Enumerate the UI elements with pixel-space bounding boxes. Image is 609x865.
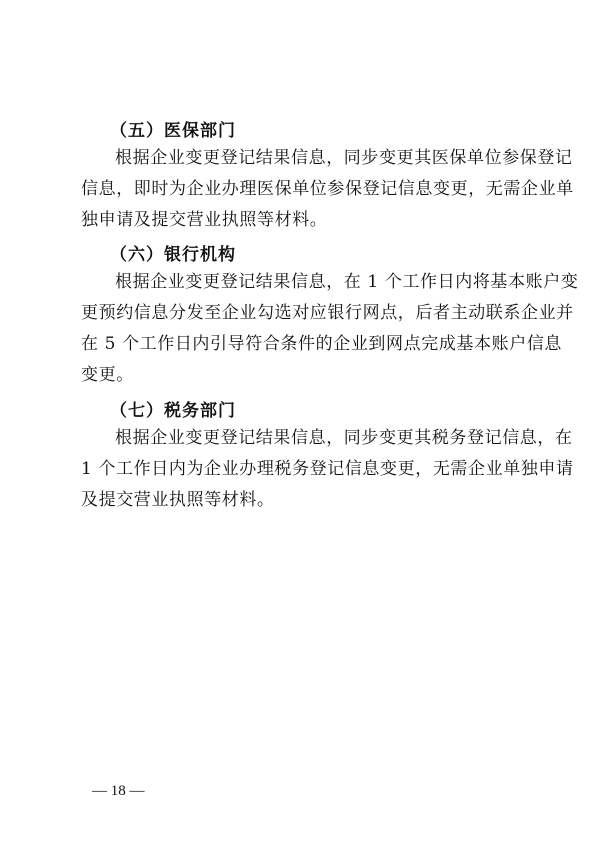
text-line: 根据企业变更登记结果信息，同步变更其税务登记信息，在 bbox=[115, 428, 573, 448]
text-line: 变更。 bbox=[81, 365, 134, 385]
paragraph-tax bbox=[81, 423, 574, 516]
section-heading-banks: （六）银行机构 bbox=[110, 245, 236, 265]
text-line: 根据企业变更登记结果信息，同步变更其医保单位参保登记 bbox=[115, 148, 573, 168]
text-line: 独申请及提交营业执照等材料。 bbox=[81, 210, 328, 230]
text-line: 及提交营业执照等材料。 bbox=[81, 490, 275, 510]
text-line: 信息，即时为企业办理医保单位参保登记信息变更，无需企业单 bbox=[81, 179, 574, 199]
section-heading-medical-insurance: （五）医保部门 bbox=[110, 121, 236, 141]
page-number: — 18 — bbox=[92, 783, 145, 799]
text-line: 1 个工作日内为企业办理税务登记信息变更，无需企业单独申请 bbox=[81, 459, 574, 479]
paragraph-banks bbox=[81, 267, 579, 391]
section-heading-tax: （七）税务部门 bbox=[110, 401, 236, 421]
text-line: 在 5 个工作日内引导符合条件的企业到网点完成基本账户信息 bbox=[81, 334, 563, 354]
text-line: 根据企业变更登记结果信息，在 1 个工作日内将基本账户变 bbox=[115, 272, 579, 292]
text-line: 更预约信息分发至企业勾选对应银行网点，后者主动联系企业并 bbox=[81, 303, 574, 323]
paragraph-medical-insurance bbox=[81, 143, 574, 236]
